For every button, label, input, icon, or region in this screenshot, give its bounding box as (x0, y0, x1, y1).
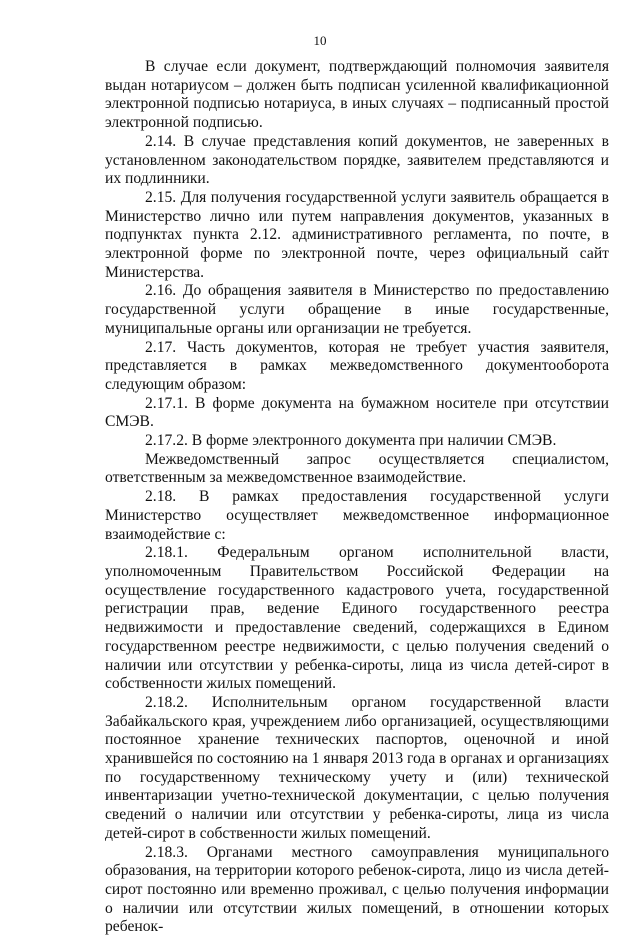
paragraph-2-17-2: 2.17.2. В форме электронного документа при наличии СМЭВ. (145, 432, 557, 450)
paragraph-2-16: 2.16. До обращения заявителя в Министерство по предоставлению государственной услуги обращение в иные государственные, муниципальные органы или организации не требуется. (105, 282, 609, 337)
paragraph-2-15: 2.15. Для получения государственной услуги заявитель обращается в Министерство лично или путем направления документов, указанных в подпунктах пункта 2.12. административного регламента, по почте, в электронной форме по электронной почте, через официальный сайт Министерства. (105, 188, 609, 281)
paragraph-2-18-2: 2.18.2. Исполнительным органом государственной власти Забайкальского края, учреждением либо организацией, осуществляющими постоянное хранение технических паспортов, оценочной и иной хранившейся по состоянию на 1 января 2013 года в органах и организациях по государственному техническому учету и (или) технической инвентаризации учетно-технической документации, с целью получения сведений о наличии или отсутствии у ребенка-сироты, лица из числа детей-сирот в собственности жилых помещений. (105, 693, 609, 842)
page-number: 10 (313, 33, 327, 48)
paragraph-2-18-1: 2.18.1. Федеральным органом исполнительной власти, уполномоченным Правительством Российской Федерации на осуществление государственного кадастрового учета, государственной регистрации прав, ведение Единого государственного реестра недвижимости и предоставление сведений, содержащихся в Едином государственном реестре недвижимости, с целью получения сведений о наличии или отсутствии у ребенка-сироты, лица из числа детей-сирот в собственности жилых помещений. (105, 544, 609, 693)
paragraph-2-14: 2.14. В случае представления копий документов, не заверенных в установленном законодательством порядке, заявителем представляются и их подлинники. (105, 132, 609, 188)
document-body (105, 58, 609, 937)
paragraph-2-18-3: 2.18.3. Органами местного самоуправления муниципального образования, на территории которого ребенок-сирота, лицо из числа детей-сирот постоянно или временно проживал, с целью получения информации о наличии или отсутствии жилых помещений, в отношении которых ребенок- (105, 843, 609, 936)
paragraph-interagency-request: Межведомственный запрос осуществляется специалистом, ответственным за межведомственное взаимодействие. (105, 450, 609, 487)
paragraph-notary-signature: В случае если документ, подтверждающий полномочия заявителя выдан нотариусом – должен быть подписан усиленной квалификационной электронной подписью нотариуса, в иных случаях – подписанный простой электронной подписью. (105, 58, 609, 132)
paragraph-2-17: 2.17. Часть документов, которая не требует участия заявителя, представляется в рамках межведомственного документооборота следующим образом: (105, 338, 609, 393)
paragraph-2-18: 2.18. В рамках предоставления государственной услуги Министерство осуществляет межведомственное информационное взаимодействие с: (105, 488, 609, 543)
paragraph-2-17-1: 2.17.1. В форме документа на бумажном носителе при отсутствии СМЭВ. (105, 394, 609, 431)
